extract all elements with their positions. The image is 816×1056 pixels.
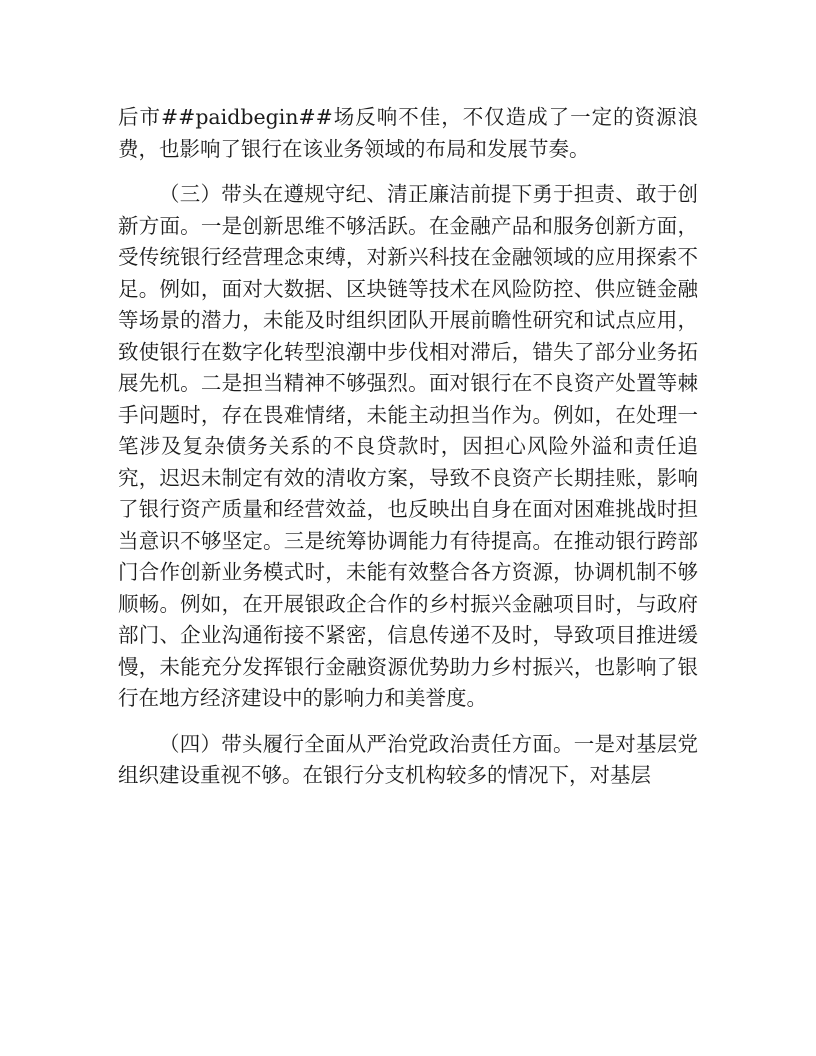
paragraph-continuation: 后市##paidbegin##场反响不佳，不仅造成了一定的资源浪费，也影响了银行在该业务领域的布局和发展节奏。 (118, 105, 698, 161)
paragraph-section-three: （三）带头在遵规守纪、清正廉洁前提下勇于担责、敢于创新方面。一是创新思维不够活跃。在金融产品和服务创新方面，受传统银行经营理念束缚，对新兴科技在金融领域的应用探索不足。例如，面对大数据、区块链等技术在风险防控、供应链金融等场景的潜力，未能及时组织团队开展前瞻性研究和试点应用，致使银行在数字化转型浪潮中步伐相对滞后，错失了部分业务拓展先机。二是担当精神不够强烈。面对银行在不良资产处置等棘手问题时，存在畏难情绪，未能主动担当作为。例如，在处理一笔涉及复杂债务关系的不良贷款时，因担心风险外溢和责任追究，迟迟未制定有效的清收方案，导致不良资产长期挂账，影响了银行资产质量和经营效益，也反映出自身在面对困难挑战时担当意识不够坚定。三是统筹协调能力有待提高。在推动银行跨部门合作创新业务模式时，未能有效整合各方资源，协调机制不够顺畅。例如，在开展银政企合作的乡村振兴金融项目时，与政府部门、企业沟通衔接不紧密，信息传递不及时，导致项目推进缓慢，未能充分发挥银行金融资源优势助力乡村振兴，也影响了银行在地方经济建设中的影响力和美誉度。 (118, 182, 698, 710)
document-body (118, 102, 698, 792)
paragraph-section-four: （四）带头履行全面从严治党政治责任方面。一是对基层党组织建设重视不够。在银行分支机构较多的情况下，对基层 (118, 731, 698, 787)
